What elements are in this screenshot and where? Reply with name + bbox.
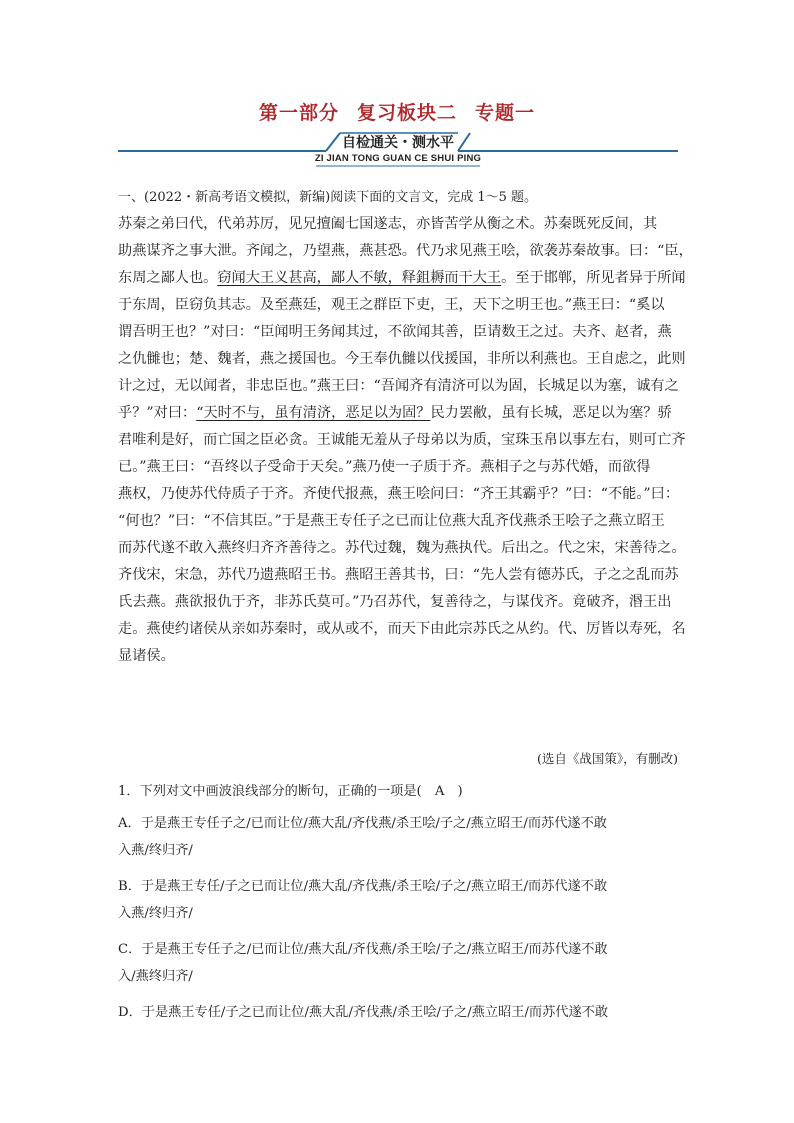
passage-line: 氏去燕。燕欲报仇于齐，非苏氏莫可。”乃召苏代，复善待之，与谋伐齐。竟破齐，湣王出 [118, 594, 672, 610]
title-topic: 专题一 [475, 102, 536, 124]
passage-line: 苏秦之弟曰代，代弟苏厉，见兄擅阖七国遂志，亦皆苦学从衡之术。苏秦既死反间，其 [118, 216, 658, 232]
passage-line [118, 265, 686, 292]
option-d: D．于是燕王专任/子之已而让位/燕大乱/齐伐燕/杀王哙/子之/燕立昭王/而苏代遂不敢 [118, 1005, 609, 1020]
passage-line: 于东周，臣窃负其志。及至燕廷，观王之群臣下吏，王，天下之明王也。”燕王曰：“奚以 [118, 297, 665, 313]
passage-line: 燕权，乃使苏代侍质子于齐。齐使代报燕，燕王哙问曰：“齐王其霸乎？”曰：“不能。”曰： [118, 486, 680, 502]
passage-line: 谓吾明王也？”对曰：“臣闻明王务闻其过，不欲闻其善，臣请数王之过。夫齐、赵者，燕 [118, 324, 672, 340]
option-b: B．于是燕王专任/子之已而让位/燕大乱/齐伐燕/杀王哙/子之/燕立昭王/而苏代遂不敢 [118, 879, 608, 894]
passage-segment: 。至于邯郸，所见者异于所闻 [501, 270, 686, 286]
passage-line: 齐伐宋，宋急，苏代乃遗燕昭王书。燕昭王善其书，曰：“先人尝有德苏氏，子之之乱而苏 [118, 567, 679, 583]
option-a: A．于是燕王专任子之/已而让位/燕大乱/齐伐燕/杀王哙/子之/燕立昭王/而苏代遂不敢 [118, 816, 607, 831]
passage-line: 助燕谋齐之事大泄。齐闻之，乃望燕，燕甚恐。代乃求见燕王哙，欲袭苏秦故事。曰：“臣， [118, 243, 693, 259]
underlined-sentence: “天时不与，虽有清济，恶足以为固？ [196, 405, 431, 421]
page-title [0, 98, 794, 125]
passage-line: 而苏代遂不敢入燕终归齐齐善待之。苏代过魏，魏为燕执代。后出之。代之宋，宋善待之。 [118, 540, 686, 556]
title-block: 复习板块二 [356, 102, 457, 124]
section-banner [118, 130, 678, 172]
passage-line: 显诸侯。 [118, 648, 175, 664]
passage-line: 之仇雠也；楚、魏者，燕之援国也。今王奉仇雠以伐援国，非所以利燕也。王自虑之，此则 [118, 351, 686, 367]
passage-line: 君唯利是好，而亡国之臣必贪。王诚能无羞从子母弟以为质，宝珠玉帛以事左右，则可亡齐 [118, 432, 686, 448]
passage-line: 走。燕使约诸侯从亲如苏秦时，或从或不，而天下由此宗苏氏之从约。代、厉皆以寿死，名 [118, 621, 686, 637]
question-stem: 1．下列对文中画波浪线部分的断句，正确的一项是( A ) [118, 784, 463, 799]
option-b-cont: 入燕/终归齐/ [118, 906, 193, 921]
title-part: 第一部分 [258, 102, 339, 124]
passage-segment: 乎？”对曰： [118, 405, 197, 421]
passage-line: “何也？”曰：“不信其臣。”于是燕王专任子之已而让位燕大乱齐伐燕杀王哙子之燕立昭王 [118, 513, 665, 529]
banner-title: 自检通关・测水平 [342, 135, 454, 151]
source-citation: (选自《战国策》，有删改) [536, 751, 678, 766]
option-a-cont: 入燕/终归齐/ [118, 843, 193, 858]
banner-pinyin: ZI JIAN TONG GUAN CE SHUI PING [314, 153, 482, 164]
passage-line: 计之过，无以闻者，非忠臣也。”燕王曰：“吾闻齐有清济可以为固，长城足以为塞，诚有之 [118, 378, 679, 394]
passage-line: 已。”燕王曰：“吾终以子受命于天矣。”燕乃使一子质于齐。燕相子之与苏代婚，而欲得 [118, 459, 651, 475]
passage-segment: 东周之鄙人也。 [118, 270, 218, 286]
option-c-cont: 入/燕终归齐/ [118, 969, 193, 984]
passage-line [118, 400, 680, 427]
instruction-text: 一、(2022・新高考语文模拟，新编)阅读下面的文言文，完成 1～5 题。 [118, 190, 538, 205]
passage-segment: 民力罢敝，虽有长城，恶足以为塞？骄 [430, 405, 672, 421]
underlined-sentence: 窃闻大王义甚高，鄙人不敏，释鉏耨而干大王 [217, 270, 502, 286]
option-c: C．于是燕王专任子之/已而让位/燕大乱/齐伐燕/杀王哙/子之/燕立昭王/而苏代遂不敢 [118, 942, 608, 957]
